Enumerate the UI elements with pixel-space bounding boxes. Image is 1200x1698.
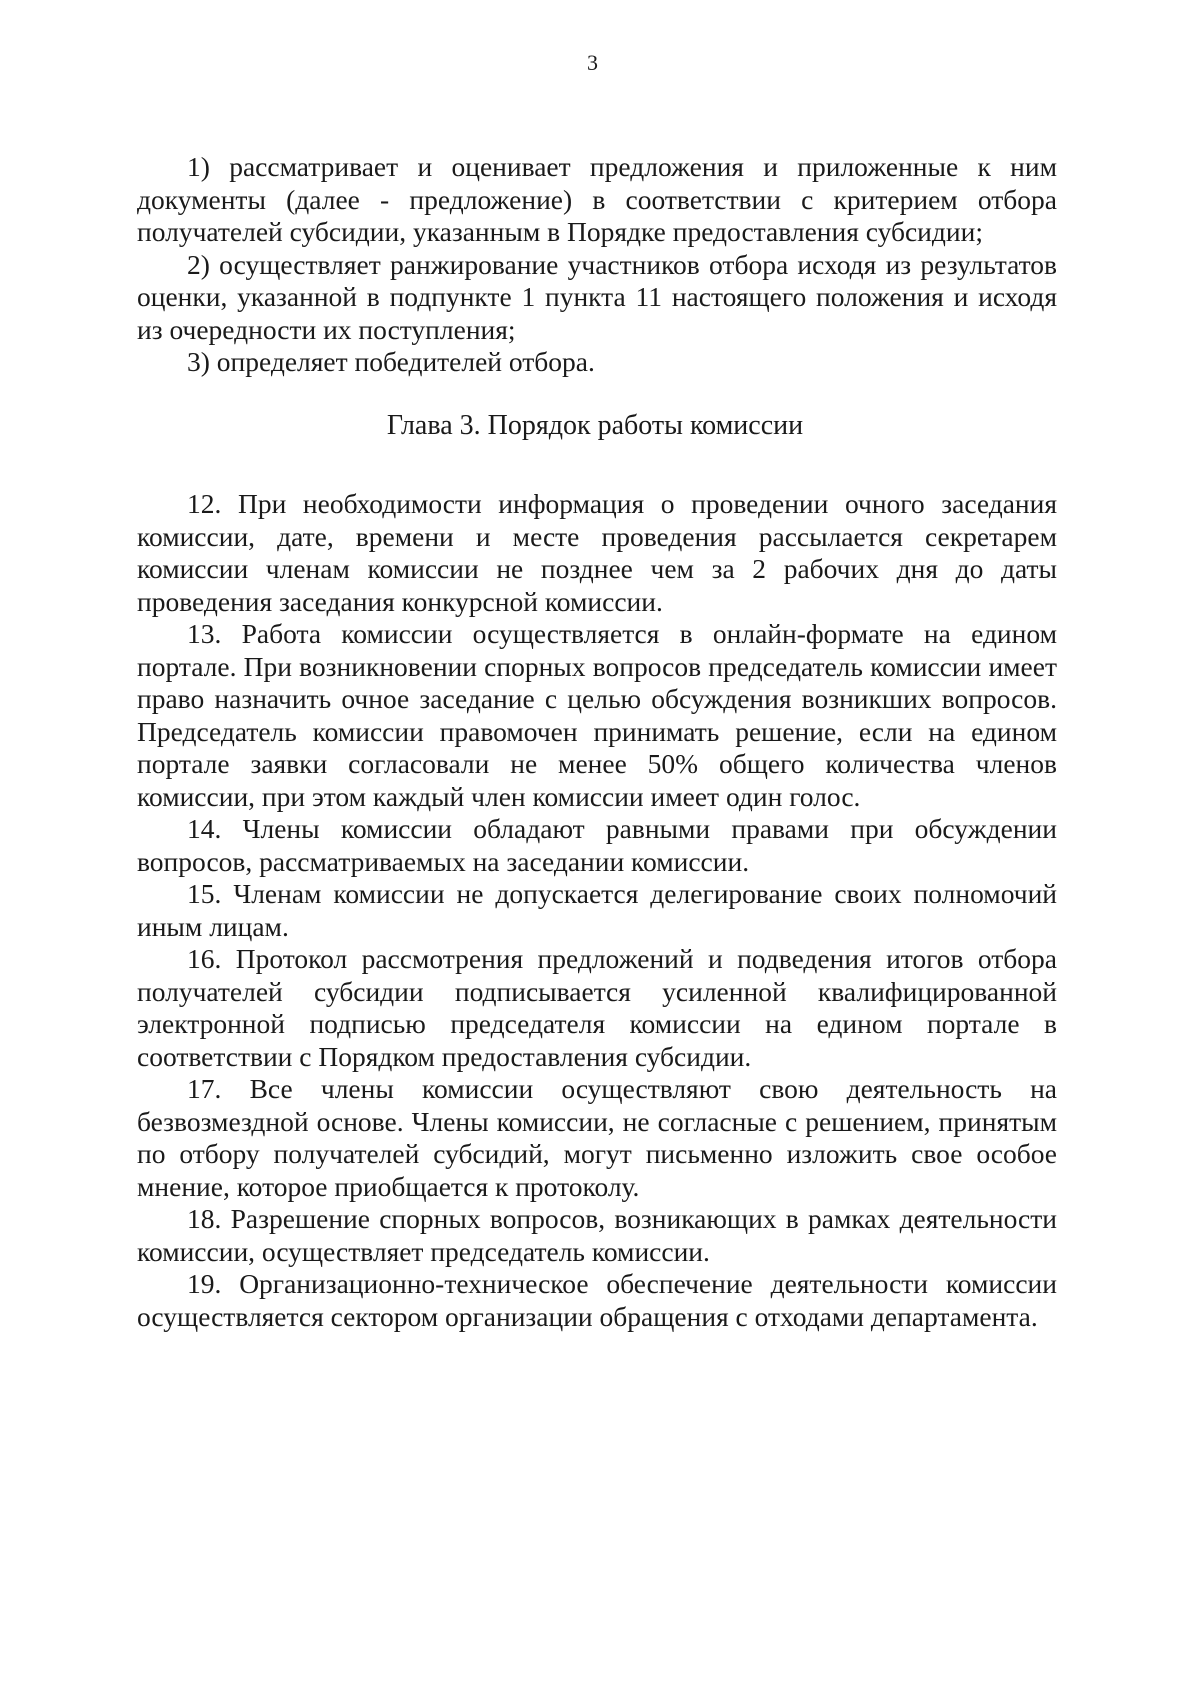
paragraph-19: 19. Организационно-техническое обеспечение деятельности комиссии осуществляется сектором организации обращения с отходами департамента.	[137, 1268, 1057, 1332]
paragraph-15: 15. Членам комиссии не допускается делегирование своих полномочий иным лицам.	[137, 878, 1057, 942]
paragraph-17: 17. Все члены комиссии осуществляют свою деятельность на безвозмездной основе. Члены комиссии, не согласные с решением, принятым по отбору получателей субсидий, могут письменно изложить свое особое мнение, которое приобщается к протоколу.	[137, 1073, 1057, 1202]
paragraph-16: 16. Протокол рассмотрения предложений и подведения итогов отбора получателей субсидии подписывается усиленной квалифицированной электронной подписью председателя комиссии на едином портале в соответствии с Порядком предоставления субсидии.	[137, 943, 1057, 1072]
numbered-paragraphs	[137, 488, 1057, 1333]
page-number: 3	[587, 50, 598, 75]
list-item: 1) рассматривает и оценивает предложения и приложенные к ним документы (далее - предложение) в соответствии с критерием отбора получателей субсидии, указанным в Порядке предоставления субсидии;	[137, 151, 1057, 247]
list-item: 2) осуществляет ранжирование участников отбора исходя из результатов оценки, указанной в подпункте 1 пункта 11 настоящего положения и исходя из очередности их поступления;	[137, 248, 1057, 345]
paragraph-14: 14. Члены комиссии обладают равными правами при обсуждении вопросов, рассматриваемых на заседании комиссии.	[137, 813, 1057, 877]
paragraph-13: 13. Работа комиссии осуществляется в онлайн-формате на едином портале. При возникновении спорных вопросов председатель комиссии имеет право назначить очное заседание с целью обсуждения возникших вопросов. Председатель комиссии правомочен принимать решение, если на едином портале заявки согласовали не менее 50% общего количества членов комиссии, при этом каждый член комиссии имеет один голос.	[137, 618, 1057, 812]
paragraph-12: 12. При необходимости информация о проведении очного заседания комиссии, дате, времени и месте проведения рассылается секретарем комиссии членам комиссии не позднее чем за 2 рабочих дня до даты проведения заседания конкурсной комиссии.	[137, 488, 1057, 617]
function-list	[137, 151, 1057, 379]
chapter-title: Глава 3. Порядок работы комиссии	[386, 410, 804, 441]
paragraph-18: 18. Разрешение спорных вопросов, возникающих в рамках деятельности комиссии, осуществляет председатель комиссии.	[137, 1203, 1057, 1267]
list-item: 3) определяет победителей отбора.	[187, 346, 595, 377]
